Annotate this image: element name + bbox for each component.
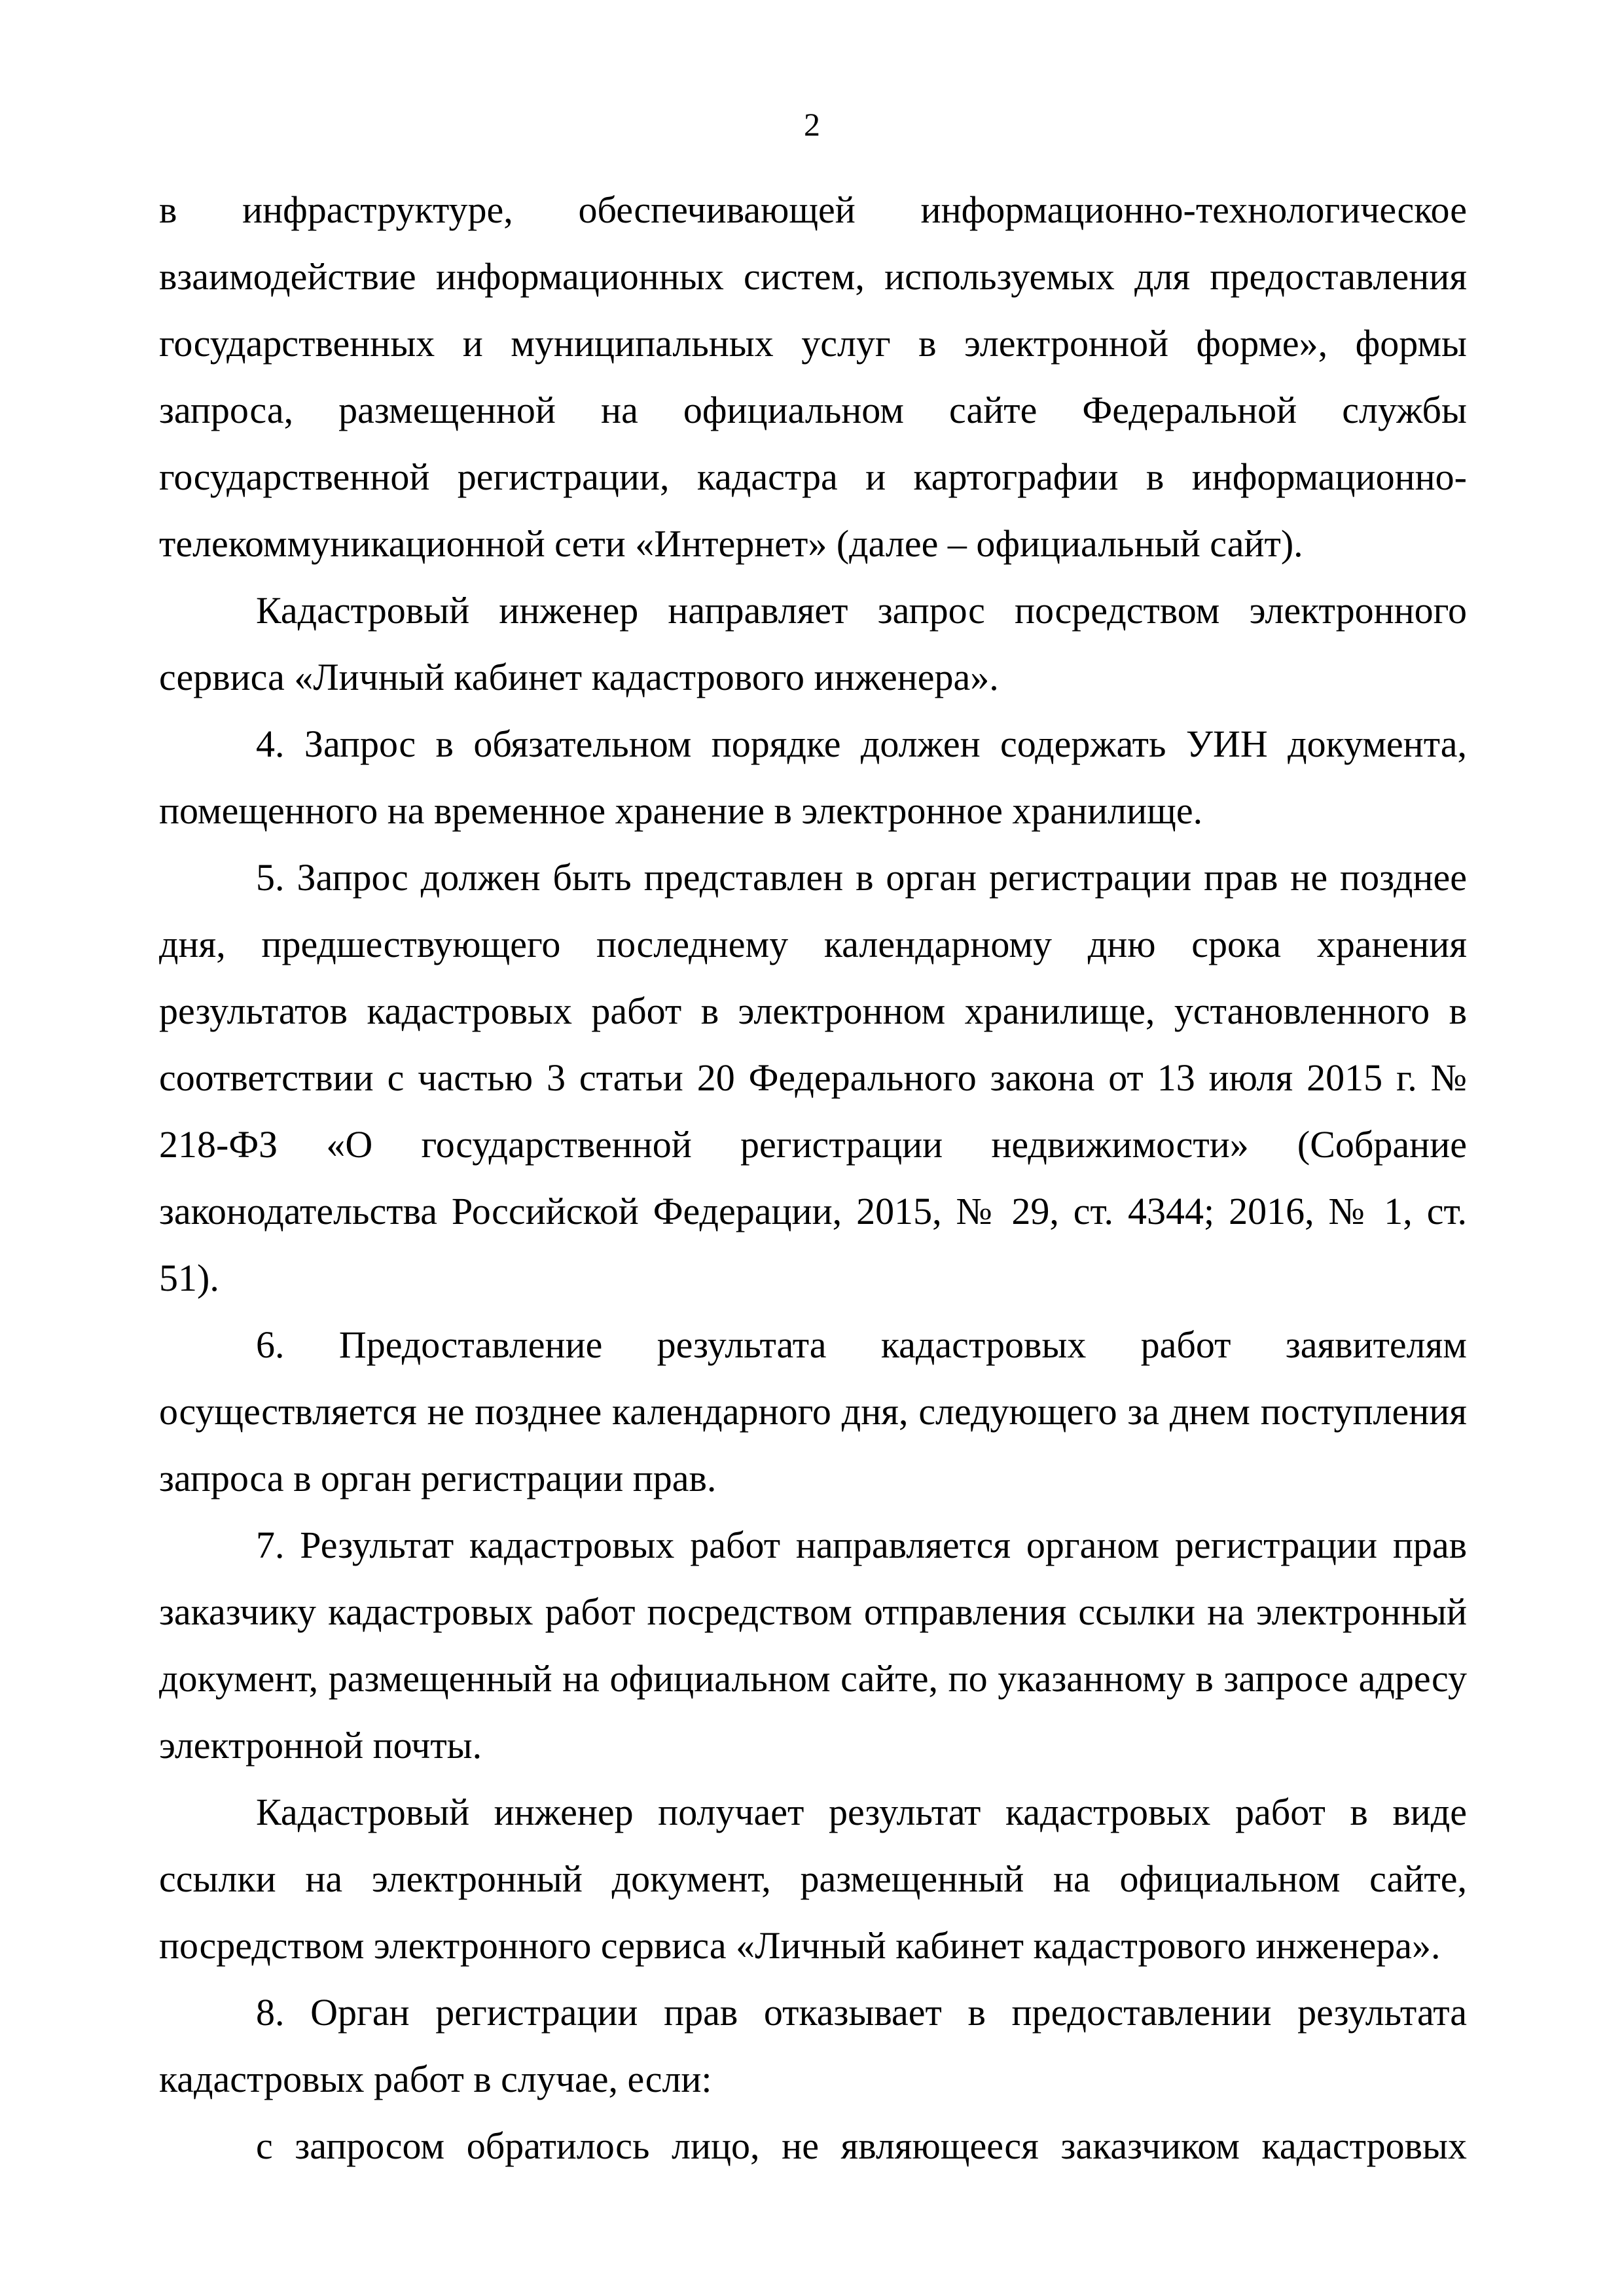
paragraph-item-4: 4. Запрос в обязательном порядке должен содержать УИН документа, помещенного на временное хранение в электронное хранилище. <box>159 723 1467 832</box>
document-body <box>159 177 1467 2179</box>
paragraph-item-5: 5. Запрос должен быть представлен в орган регистрации прав не позднее дня, предшествующего последнему календарному дню срока хранения результатов кадастровых работ в электронном хранилище, установленного в соответствии с частью 3 статьи 20 Федерального закона от 13 июля 2015 г. № 218-ФЗ «О государственной регистрации недвижимости» (Собрание законодательства Российской Федерации, 2015, № 29, ст. 4344; 2016, № 1, ст. 51). <box>159 856 1467 1299</box>
paragraph-engineer-request: Кадастровый инженер направляет запрос посредством электронного сервиса «Личный кабинет кадастрового инженера». <box>159 589 1467 698</box>
paragraph-item-8: 8. Орган регистрации прав отказывает в предоставлении результата кадастровых работ в случае, если: <box>159 1991 1467 2100</box>
paragraph-item-6: 6. Предоставление результата кадастровых работ заявителям осуществляется не позднее календарного дня, следующего за днем поступления запроса в орган регистрации прав. <box>159 1323 1467 1499</box>
paragraph-engineer-receives: Кадастровый инженер получает результат кадастровых работ в виде ссылки на электронный документ, размещенный на официальном сайте, посредством электронного сервиса «Личный кабинет кадастрового инженера». <box>159 1791 1467 1967</box>
page-number: 2 <box>804 106 820 143</box>
paragraph-item-7: 7. Результат кадастровых работ направляется органом регистрации прав заказчику кадастровых работ посредством отправления ссылки на электронный документ, размещенный на официальном сайте, по указанному в запросе адресу электронной почты. <box>159 1524 1467 1767</box>
paragraph-refusal-case: с запросом обратилось лицо, не являющееся заказчиком кадастровых <box>256 2125 1467 2167</box>
paragraph-continuation: в инфраструктуре, обеспечивающей информационно-технологическое взаимодействие информационных систем, используемых для предоставления государственных и муниципальных услуг в электронной форме», формы запроса, размещенной на официальном сайте Федеральной службы государственной регистрации, кадастра и картографии в информационно-телекоммуникационной сети «Интернет» (далее – официальный сайт). <box>159 188 1467 565</box>
